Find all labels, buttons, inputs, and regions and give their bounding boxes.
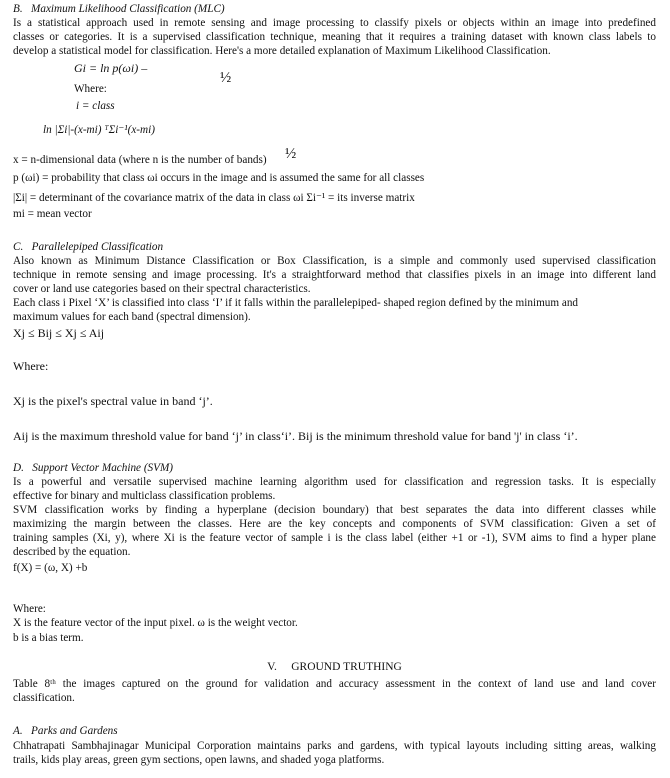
paragraph-line: Chhatrapati Sambhajinagar Municipal Corporation maintains parks and gardens, with typical layouts including sitting areas, walking <box>13 740 656 752</box>
formula-parallelepiped: Xj ≤ Bij ≤ Xj ≤ Aij <box>13 326 105 340</box>
definition-x-omega: X is the feature vector of the input pixel. ω is the weight vector. <box>13 617 298 629</box>
paragraph-line: Also known as Minimum Distance Classification or Box Classification, is a simple and commonly used supervised classification <box>13 255 656 267</box>
formula-svm: f(X) = (ω, X) +b <box>13 562 88 574</box>
heading-text: Maximum Likelihood Classification (MLC) <box>31 3 225 15</box>
heading-number: A. <box>13 725 23 737</box>
fraction-half-2: ½ <box>285 146 297 162</box>
paragraph-line: cover or land use categories based on their spectral characteristics. <box>13 283 311 295</box>
section-heading-ground-truthing <box>13 661 656 674</box>
heading-number: D. <box>13 462 24 474</box>
section-heading-parallelepiped <box>13 241 656 254</box>
paragraph-line: Each class i Pixel ‘X’ is classified into class ‘I’ if it falls within the parallelepiped- shaped region defined by the minimum and <box>13 297 579 309</box>
heading-number: V. <box>267 661 277 673</box>
paragraph-line: classification. <box>13 692 75 704</box>
paragraph-line: maximum values for each band (spectral dimension). <box>13 311 251 323</box>
definition-xj: Xj is the pixel's spectral value in band ‘j’. <box>13 394 213 408</box>
section-heading-parks <box>13 725 656 738</box>
heading-text: Parks and Gardens <box>31 725 118 737</box>
paragraph-line: effective for binary and multiclass classification problems. <box>13 490 276 502</box>
formula-gi: Gi = ln p(ωi) – <box>74 61 148 75</box>
paragraph-line: technique in remote sensing and image processing. It's a straightforward method that classifies pixels in an image into different land <box>13 269 656 281</box>
paragraph-line: trails, kids play areas, green gym sections, open lawns, and shaded yoga platforms. <box>13 754 385 766</box>
definition-b: b is a bias term. <box>13 632 84 644</box>
where-label: Where: <box>13 359 49 373</box>
where-label: Where: <box>74 83 107 95</box>
definition-mi: mi = mean vector <box>13 208 92 220</box>
heading-number: B. <box>13 3 23 15</box>
paragraph-line: described by the equation. <box>13 546 131 558</box>
paragraph-line: classes or categories. It is a supervised classification technique, meaning that it requires a training dataset with known class labels to <box>13 31 656 43</box>
heading-number: C. <box>13 241 24 253</box>
paragraph-line: Is a statistical approach used in remote sensing and image processing to classify pixels or objects within an image into predefined <box>13 17 656 29</box>
paragraph-line: Table 8ᵗʰ the images captured on the ground for validation and accuracy assessment in the context of land use and land cover <box>13 678 656 690</box>
index-definition: i = class <box>76 100 115 112</box>
paragraph-line: develop a statistical model for classification. Here's a more detailed explanation of Maximum Likelihood Classification. <box>13 45 551 57</box>
heading-text: GROUND TRUTHING <box>291 661 402 673</box>
paragraph-line: training samples (Xi, y), where Xi is the feature vector of sample i is the class label (either +1 or -1), SVM aims to find a hyper plane <box>13 532 656 544</box>
paragraph-line: Is a powerful and versatile supervised machine learning algorithm used for classification and regression tasks. It is especially <box>13 476 656 488</box>
definition-aij-bij: Aij is the maximum threshold value for band ‘j’ in class‘i’. Bij is the minimum threshold value for band 'j' in class ‘i’. <box>13 429 578 443</box>
fraction-half: ½ <box>220 70 232 86</box>
where-label: Where: <box>13 603 46 615</box>
paragraph-line: maximizing the margin between the classes. Here are the key concepts and components of SVM classification: Given a set of <box>13 518 656 530</box>
heading-text: Parallelepiped Classification <box>31 241 164 253</box>
definition-p: p (ωi) = probability that class ωi occurs in the image and is assumed the same for all classes <box>13 172 425 184</box>
paragraph-line: SVM classification works by finding a hyperplane (decision boundary) that best separates the data into different classes while <box>13 504 656 516</box>
definition-sigma: |Σi| = determinant of the covariance matrix of the data in class ωi Σi⁻¹ = its inverse matrix <box>13 192 415 204</box>
section-heading-mlc <box>13 3 656 16</box>
definition-x: x = n-dimensional data (where n is the number of bands) <box>13 154 267 166</box>
formula-ln: ln |Σi|-(x-mi) ᵀΣi⁻¹(x-mi) <box>43 124 155 136</box>
heading-text: Support Vector Machine (SVM) <box>32 462 174 474</box>
section-heading-svm <box>13 462 656 475</box>
